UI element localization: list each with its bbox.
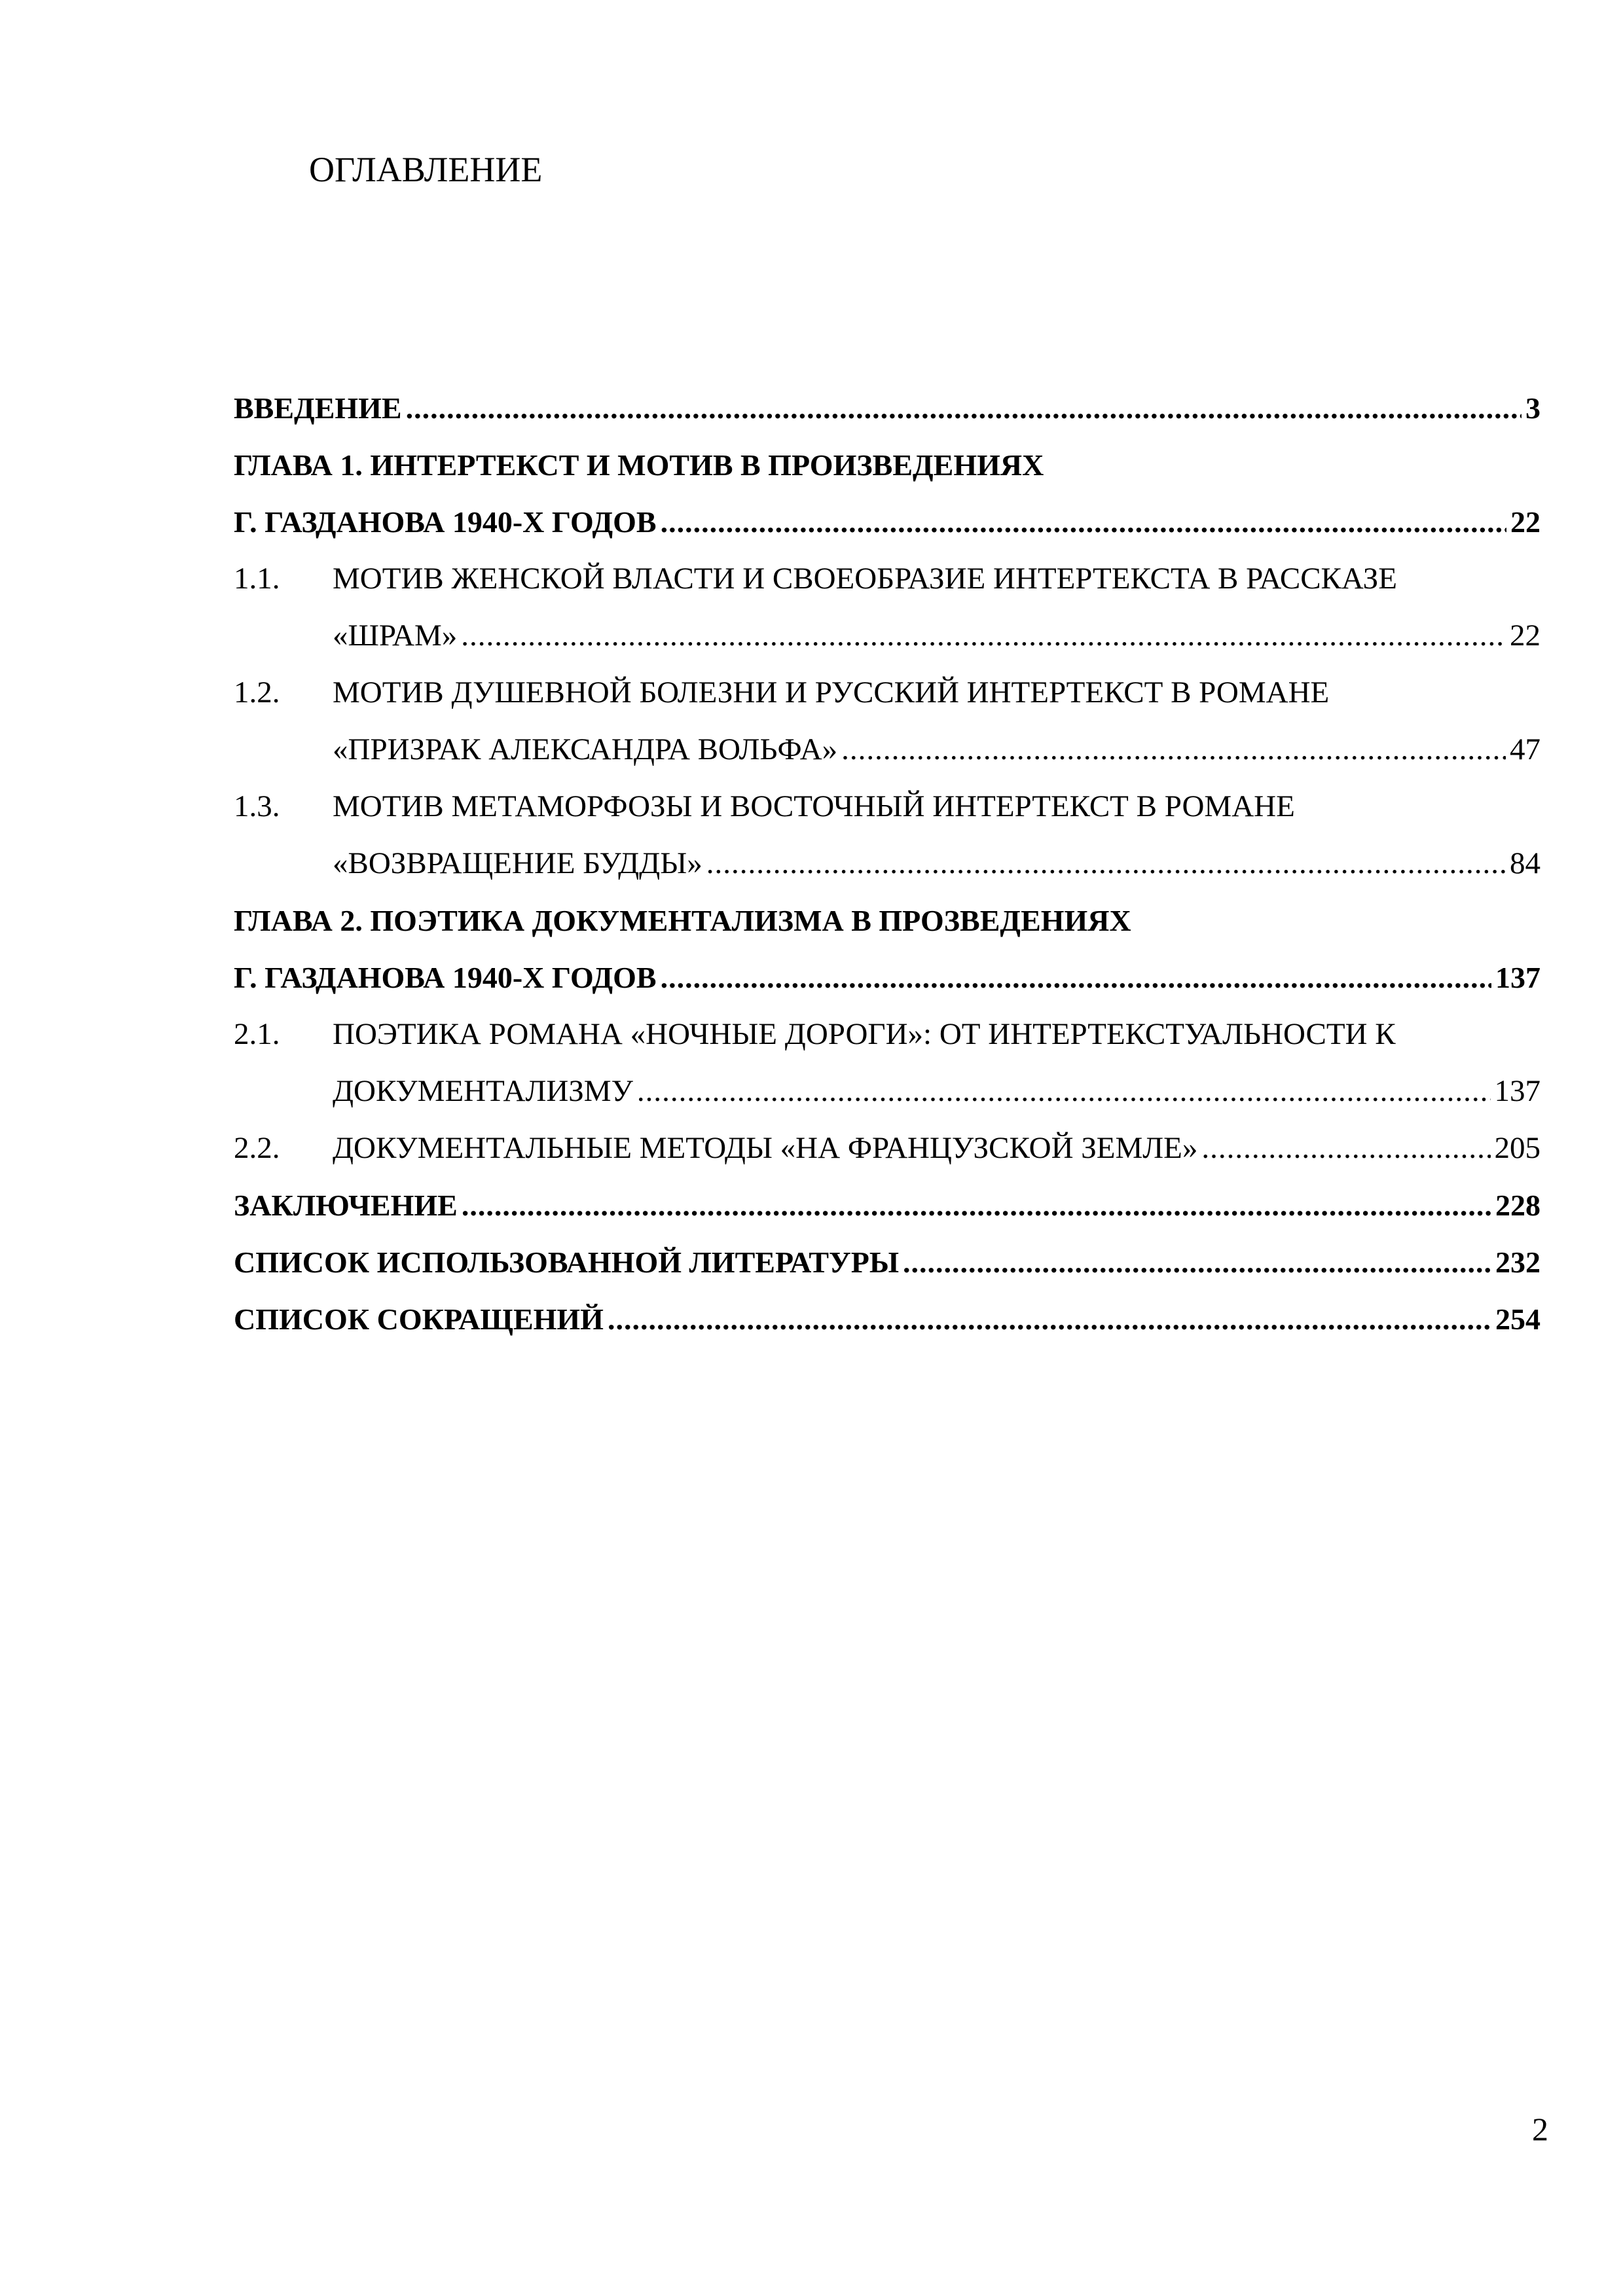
toc-entry-title: ДОКУМЕНТАЛИЗМУ: [333, 1074, 633, 1108]
toc-section-number: 2.2.: [234, 1131, 280, 1165]
toc-entry-section-2-1[interactable]: [234, 1006, 1541, 1063]
toc-page-number: 84: [1510, 846, 1541, 880]
toc-entry-title: ПОЭТИКА РОМАНА «НОЧНЫЕ ДОРОГИ»: ОТ ИНТЕРТЕКСТУАЛЬНОСТИ К: [333, 1017, 1396, 1051]
toc-entry-title: СПИСОК СОКРАЩЕНИЙ: [234, 1302, 604, 1336]
toc-leader-dots: [461, 607, 1506, 664]
toc-entry-title: ГЛАВА 1. ИНТЕРТЕКСТ И МОТИВ В ПРОИЗВЕДЕНИЯХ: [234, 448, 1044, 482]
toc-page-number: 205: [1494, 1131, 1541, 1165]
toc-entry-abbreviations[interactable]: [234, 1291, 1541, 1348]
toc-page-number: 137: [1495, 961, 1541, 994]
toc-page-number: 232: [1495, 1246, 1541, 1279]
toc-section-number: 2.1.: [234, 1017, 280, 1051]
toc-entry-bibliography[interactable]: [234, 1234, 1541, 1291]
toc-entry-title: «ШРАМ»: [333, 619, 458, 653]
page-title: ОГЛАВЛЕНИЕ: [309, 150, 543, 189]
toc-leader-dots: [608, 1291, 1491, 1348]
toc-leader-dots: [462, 1177, 1491, 1234]
toc-entry-title: МОТИВ ДУШЕВНОЙ БОЛЕЗНИ И РУССКИЙ ИНТЕРТЕКСТ В РОМАНЕ: [333, 675, 1330, 709]
toc-entry-conclusion[interactable]: [234, 1177, 1541, 1234]
toc-leader-dots: [903, 1234, 1491, 1291]
page-number: 2: [1532, 2111, 1548, 2147]
toc-leader-dots: [406, 380, 1522, 437]
toc-entry-section-1-1-continued[interactable]: [234, 607, 1541, 664]
toc-page-number: 47: [1510, 732, 1541, 766]
toc-entry-title: МОТИВ МЕТАМОРФОЗЫ И ВОСТОЧНЫЙ ИНТЕРТЕКСТ В РОМАНЕ: [333, 789, 1295, 823]
toc-page-number: 137: [1494, 1074, 1541, 1108]
toc-entry-title: СПИСОК ИСПОЛЬЗОВАННОЙ ЛИТЕРАТУРЫ: [234, 1246, 900, 1279]
toc-page-number: 22: [1510, 619, 1541, 653]
toc-leader-dots: [841, 721, 1506, 778]
toc-entry-section-1-3-continued[interactable]: [234, 835, 1541, 892]
toc-entry-title: Г. ГАЗДАНОВА 1940-Х ГОДОВ: [234, 505, 657, 539]
toc-entry-title: «ПРИЗРАК АЛЕКСАНДРА ВОЛЬФА»: [333, 732, 838, 766]
toc-leader-dots: [637, 1063, 1491, 1120]
toc-page-number: 254: [1495, 1302, 1541, 1336]
toc-entry-title: Г. ГАЗДАНОВА 1940-Х ГОДОВ: [234, 961, 657, 994]
toc-page-number: 22: [1510, 505, 1541, 539]
toc-section-number: 1.2.: [234, 675, 280, 709]
toc-leader-dots: [706, 835, 1506, 892]
toc-entry-chapter-1-continued[interactable]: [234, 493, 1541, 550]
toc-entry-chapter-1[interactable]: [234, 437, 1541, 493]
toc-entry-section-1-2-continued[interactable]: [234, 721, 1541, 778]
toc-entry-title: ГЛАВА 2. ПОЭТИКА ДОКУМЕНТАЛИЗМА В ПРОЗВЕДЕНИЯХ: [234, 904, 1131, 937]
toc-section-number: 1.3.: [234, 789, 280, 823]
toc-entry-title: ВВЕДЕНИЕ: [234, 391, 402, 425]
toc-entry-section-1-2[interactable]: [234, 664, 1541, 721]
toc-leader-dots: [661, 949, 1491, 1006]
toc-entry-title: ДОКУМЕНТАЛЬНЫЕ МЕТОДЫ «НА ФРАНЦУЗСКОЙ ЗЕМЛЕ»: [333, 1131, 1198, 1165]
toc-leader-dots: [1201, 1120, 1490, 1177]
toc-entry-title: «ВОЗВРАЩЕНИЕ БУДДЫ»: [333, 846, 702, 880]
toc-entry-section-1-3[interactable]: [234, 778, 1541, 835]
toc-leader-dots: [661, 493, 1506, 550]
toc-entry-section-2-1-continued[interactable]: [234, 1063, 1541, 1120]
toc-page-number: 3: [1525, 391, 1541, 425]
toc-page-number: 228: [1495, 1189, 1541, 1222]
toc-entry-section-1-1[interactable]: [234, 550, 1541, 607]
toc-entry-section-2-2[interactable]: [234, 1120, 1541, 1177]
toc-section-number: 1.1.: [234, 562, 280, 596]
toc-entry-chapter-2[interactable]: [234, 892, 1541, 949]
toc-entry-title: МОТИВ ЖЕНСКОЙ ВЛАСТИ И СВОЕОБРАЗИЕ ИНТЕРТЕКСТА В РАССКАЗЕ: [333, 562, 1397, 596]
table-of-contents: [234, 380, 1541, 1348]
toc-entry-title: ЗАКЛЮЧЕНИЕ: [234, 1189, 458, 1222]
toc-entry-introduction[interactable]: [234, 380, 1541, 437]
toc-entry-chapter-2-continued[interactable]: [234, 949, 1541, 1006]
